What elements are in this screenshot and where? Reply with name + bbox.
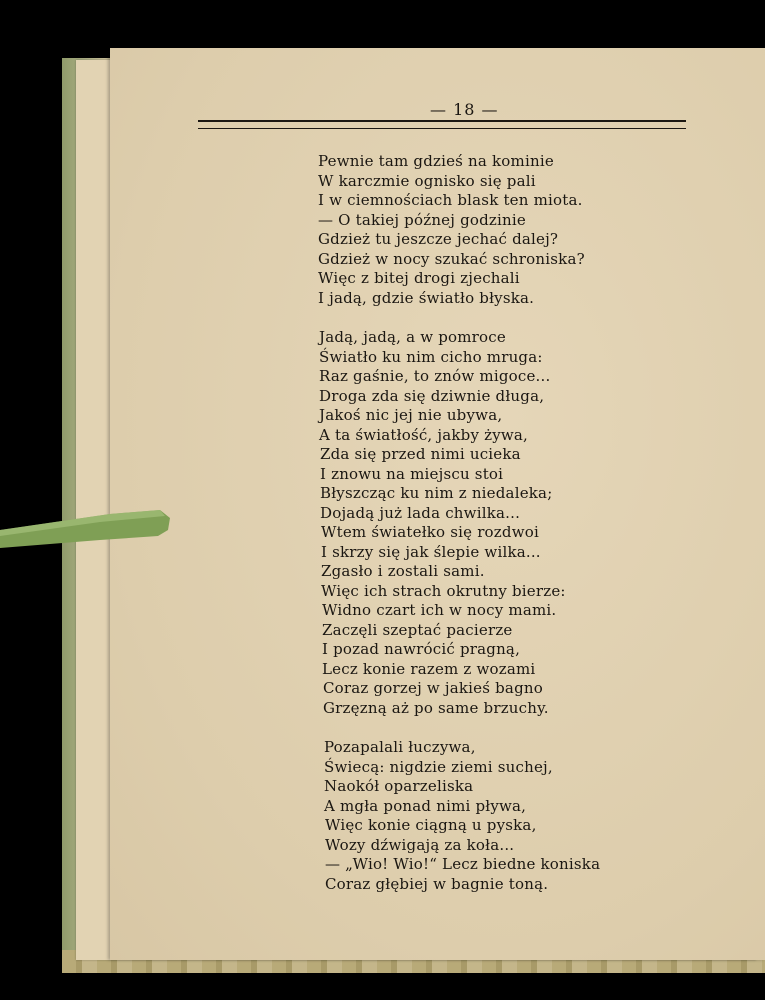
page-number: — 18 — xyxy=(430,100,499,119)
poem-line: I jadą, gdzie światło błyska. xyxy=(318,289,535,307)
poem-line: Widno czart ich w nocy mami. xyxy=(322,601,557,619)
poem-line: — „Wio! Wio!“ Lecz biedne koniska xyxy=(325,855,601,873)
poem-line: Świecą: nigdzie ziemi suchej, xyxy=(324,758,553,776)
poem-line: A ta światłość, jakby żywa, xyxy=(319,426,529,444)
bookmark-ribbon xyxy=(0,508,175,548)
poem-line: Więc ich strach okrutny bierze: xyxy=(321,582,566,600)
poem-line: Pozapalali łuczywa, xyxy=(324,738,476,756)
poem-line: — O takiej późnej godzinie xyxy=(318,211,526,229)
poem-line: Jadą, jadą, a w pomroce xyxy=(319,328,506,346)
poem-line: Światło ku nim cicho mruga: xyxy=(319,348,543,366)
poem-line: Raz gaśnie, to znów migoce... xyxy=(319,367,551,385)
poem-line: Grzęzną aż po same brzuchy. xyxy=(323,699,549,717)
poem-line: Pewnie tam gdzieś na kominie xyxy=(318,152,554,170)
poem-line: Lecz konie razem z wozami xyxy=(322,660,536,678)
poem-line: Dojadą już lada chwilka... xyxy=(320,504,521,522)
poem-line: I skrzy się jak ślepie wilka... xyxy=(321,543,541,561)
poem-line: Gdzież w nocy szukać schroniska? xyxy=(318,250,585,268)
poem-line: Droga zda się dziwnie długa, xyxy=(319,387,545,405)
poem-line: Gdzież tu jeszcze jechać dalej? xyxy=(318,230,559,248)
poem-line: W karczmie ognisko się pali xyxy=(318,172,536,190)
poem-line: Coraz gorzej w jakieś bagno xyxy=(323,679,543,697)
poem-line: Wtem światełko się rozdwoi xyxy=(321,523,539,541)
poem-text xyxy=(110,48,765,960)
poem-line: Naokół oparzeliska xyxy=(324,777,474,795)
poem-line: A mgła ponad nimi pływa, xyxy=(324,797,527,815)
poem-line: Zda się przed nimi ucieka xyxy=(320,445,521,463)
poem-line: I pozad nawrócić pragną, xyxy=(322,640,521,658)
poem-line: Zaczęli szeptać pacierze xyxy=(322,621,513,639)
poem-line: Coraz głębiej w bagnie toną. xyxy=(325,875,549,893)
poem-line: Jakoś nic jej nie ubywa, xyxy=(319,406,503,424)
poem-line: I w ciemnościach blask ten miota. xyxy=(318,191,583,209)
poem-line: Więc z bitej drogi zjechali xyxy=(318,269,520,287)
book-page xyxy=(110,48,765,960)
poem-line: I znowu na miejscu stoi xyxy=(320,465,504,483)
poem-line: Zgasło i zostali sami. xyxy=(321,562,485,580)
poem-line: Błyszcząc ku nim z niedaleka; xyxy=(320,484,553,502)
poem-line: Więc konie ciągną u pyska, xyxy=(325,816,537,834)
poem-line: Wozy dźwigają za koła... xyxy=(325,836,515,854)
